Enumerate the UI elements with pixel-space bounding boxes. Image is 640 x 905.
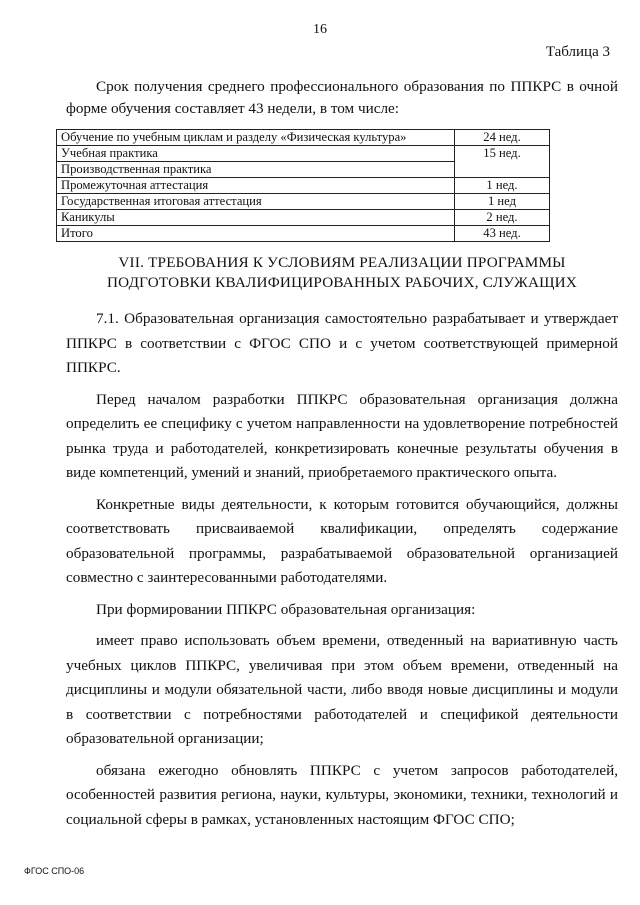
body-text: [66, 307, 618, 839]
row-value: 1 нед: [455, 194, 550, 210]
row-value: 43 нед.: [455, 226, 550, 242]
row-label: Каникулы: [57, 210, 455, 226]
row-value: 2 нед.: [455, 210, 550, 226]
paragraph: Конкретные виды деятельности, к которым готовится обучающийся, должны соответствовать присваиваемой квалификации, определять содержание образовательной программы, разрабатываемой образовательной организацией совместно с заинтересованными работодателями.: [66, 495, 618, 586]
page-number: 16: [313, 22, 327, 37]
row-label: Обучение по учебным циклам и разделу «Физическая культура»: [57, 130, 455, 146]
intro-paragraph: Срок получения среднего профессионального образования по ППКРС в очной форме обучения составляет 43 недели, в том числе:: [66, 78, 618, 117]
row-label: Промежуточная аттестация: [57, 178, 455, 194]
section-heading-line: ПОДГОТОВКИ КВАЛИФИЦИРОВАННЫХ РАБОЧИХ, СЛУЖАЩИХ: [106, 274, 578, 291]
table-row: [57, 226, 550, 242]
row-label: Государственная итоговая аттестация: [57, 194, 455, 210]
row-label: Итого: [57, 226, 455, 242]
paragraph: обязана ежегодно обновлять ППКРС с учетом запросов работодателей, особенностей развития региона, науки, культуры, экономики, техники, технологий и социальной сферы в рамках, установленных настоящим ФГОС СПО;: [66, 761, 618, 828]
row-label: Учебная практика: [57, 146, 455, 162]
schedule-table: [56, 129, 550, 242]
table-row: [57, 178, 550, 194]
row-value: 15 нед.: [455, 146, 550, 178]
table-row: [57, 210, 550, 226]
paragraph: При формировании ППКРС образовательная организация:: [96, 600, 476, 618]
table-row: [57, 130, 550, 146]
section-heading-line: VII. ТРЕБОВАНИЯ К УСЛОВИЯМ РЕАЛИЗАЦИИ ПРОГРАММЫ: [118, 254, 566, 271]
footer-code: ФГОС СПО-06: [24, 866, 85, 876]
row-label: Производственная практика: [57, 162, 455, 178]
table-label: Таблица 3: [545, 44, 610, 60]
paragraph: имеет право использовать объем времени, отведенный на вариативную часть учебных циклов ППКРС, увеличивая при этом объем времени, отведенный на дисциплины и модули обязательной части, либо вводя новые дисциплины и модули в соответствии с потребностями работодателей и спецификой деятельности образовательной организации;: [66, 632, 618, 747]
paragraph: Перед началом разработки ППКРС образовательная организация должна определить ее специфику с учетом направленности на удовлетворение потребностей рынка труда и работодателей, конкретизировать конечные результаты обучения в виде компетенций, умений и знаний, приобретаемого практического опыта.: [66, 390, 618, 481]
row-value: 24 нед.: [455, 130, 550, 146]
paragraph: 7.1. Образовательная организация самостоятельно разрабатывает и утверждает ППКРС в соответствии с ФГОС СПО и с учетом соответствующей примерной ППКРС.: [66, 310, 618, 376]
row-value: 1 нед.: [455, 178, 550, 194]
section-heading: [66, 253, 618, 293]
table-row: [57, 194, 550, 210]
table-row: [57, 146, 550, 162]
